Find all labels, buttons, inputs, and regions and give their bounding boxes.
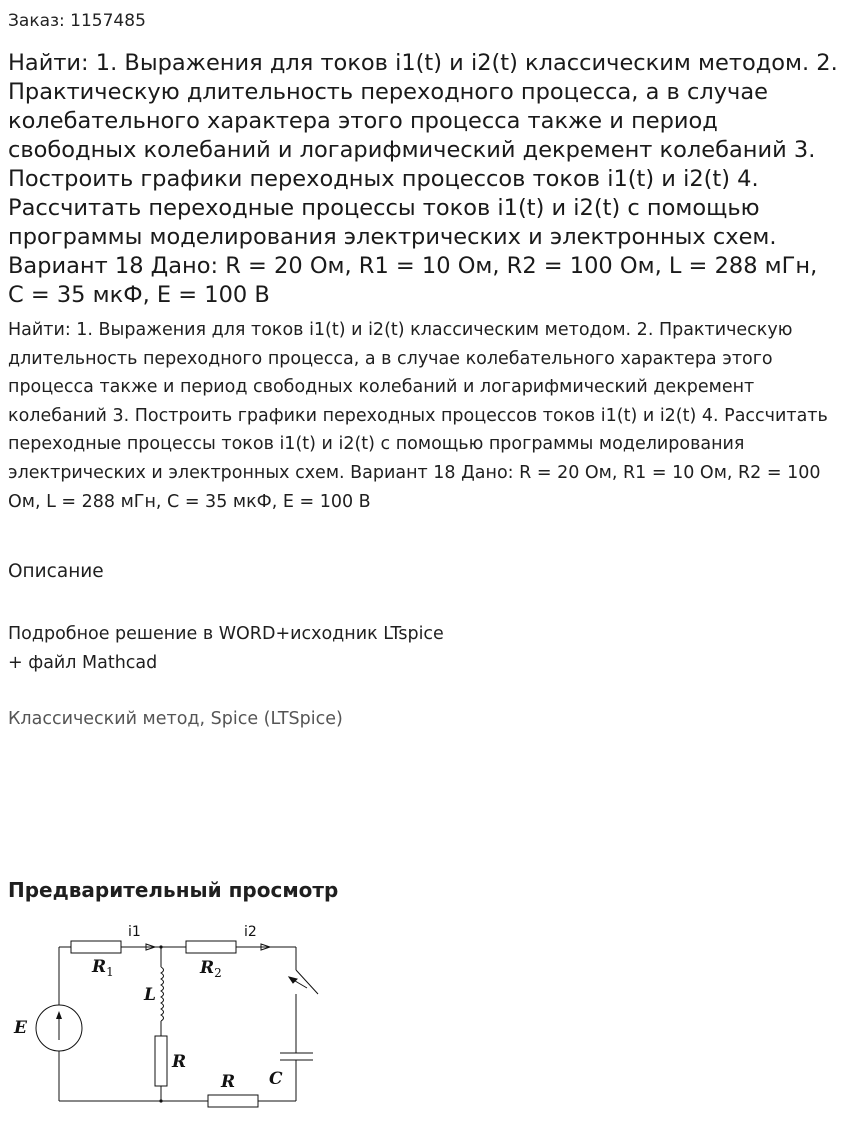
description-text [8,620,444,678]
source-arrow [56,1011,62,1019]
label-r-vertical: R [172,1052,187,1072]
inductor [161,967,164,1021]
label-l: L [144,985,156,1005]
task-text: Найти: 1. Выражения для токов i1(t) и i2(t) классическим методом. 2. Практическую длительность переходного процесса, а в случае колебательного характера этого процесса также и период свободных колебаний и логарифмический декремент колебаний 3. Построить графики переходных процессов токов i1(t) и i2(t) 4. Рассчитать переходные процессы токов i1(t) и i2(t) с помощью программы моделирования электрических и электронных схем. Вариант 18 Дано: R = 20 Ом, R1 = 10 Ом, R2 = 100 Ом, L = 288 мГн, С = 35 мкФ, Е = 100 В [8,320,828,512]
label-r-bottom: R [221,1072,236,1092]
resistor-r1 [71,941,121,953]
node [159,945,162,948]
resistor-r-vertical [155,1036,167,1086]
node [159,1099,162,1102]
circuit-schematic [8,915,348,1115]
label-c: C [269,1069,283,1089]
resistor-r2 [186,941,236,953]
label-r2: $R_2$ [200,958,222,980]
description-heading: Описание [8,561,104,582]
label-i2: i2 [244,924,257,940]
label-e: E [14,1018,27,1038]
description-line: Подробное решение в WORD+исходник LTspice [8,624,444,644]
tags: Классический метод, Spice (LTSpice) [8,709,343,729]
description-line: + файл Mathcad [8,653,158,673]
resistor-r-bottom [208,1095,258,1107]
label-r1: $R_1$ [92,957,114,979]
switch [296,970,318,994]
order-number: Заказ: 1157485 [8,11,146,31]
label-i1: i1 [128,924,141,940]
page-title: Найти: 1. Выражения для токов i1(t) и i2(t) классическим методом. 2. Практическую длительность переходного процесса, а в случае колебательного характера этого процесса также и период свободных колебаний и логарифмический декремент колебаний 3. Построить графики переходных процессов токов i1(t) и i2(t) 4. Рассчитать переходные процессы токов i1(t) и i2(t) с помощью программы моделирования электрических и электронных схем. Вариант 18 Дано: R = 20 Ом, R1 = 10 Ом, R2 = 100 Ом, L = 288 мГн, С = 35 мкФ, Е = 100 В [8,50,838,308]
preview-heading: Предварительный просмотр [8,878,339,902]
